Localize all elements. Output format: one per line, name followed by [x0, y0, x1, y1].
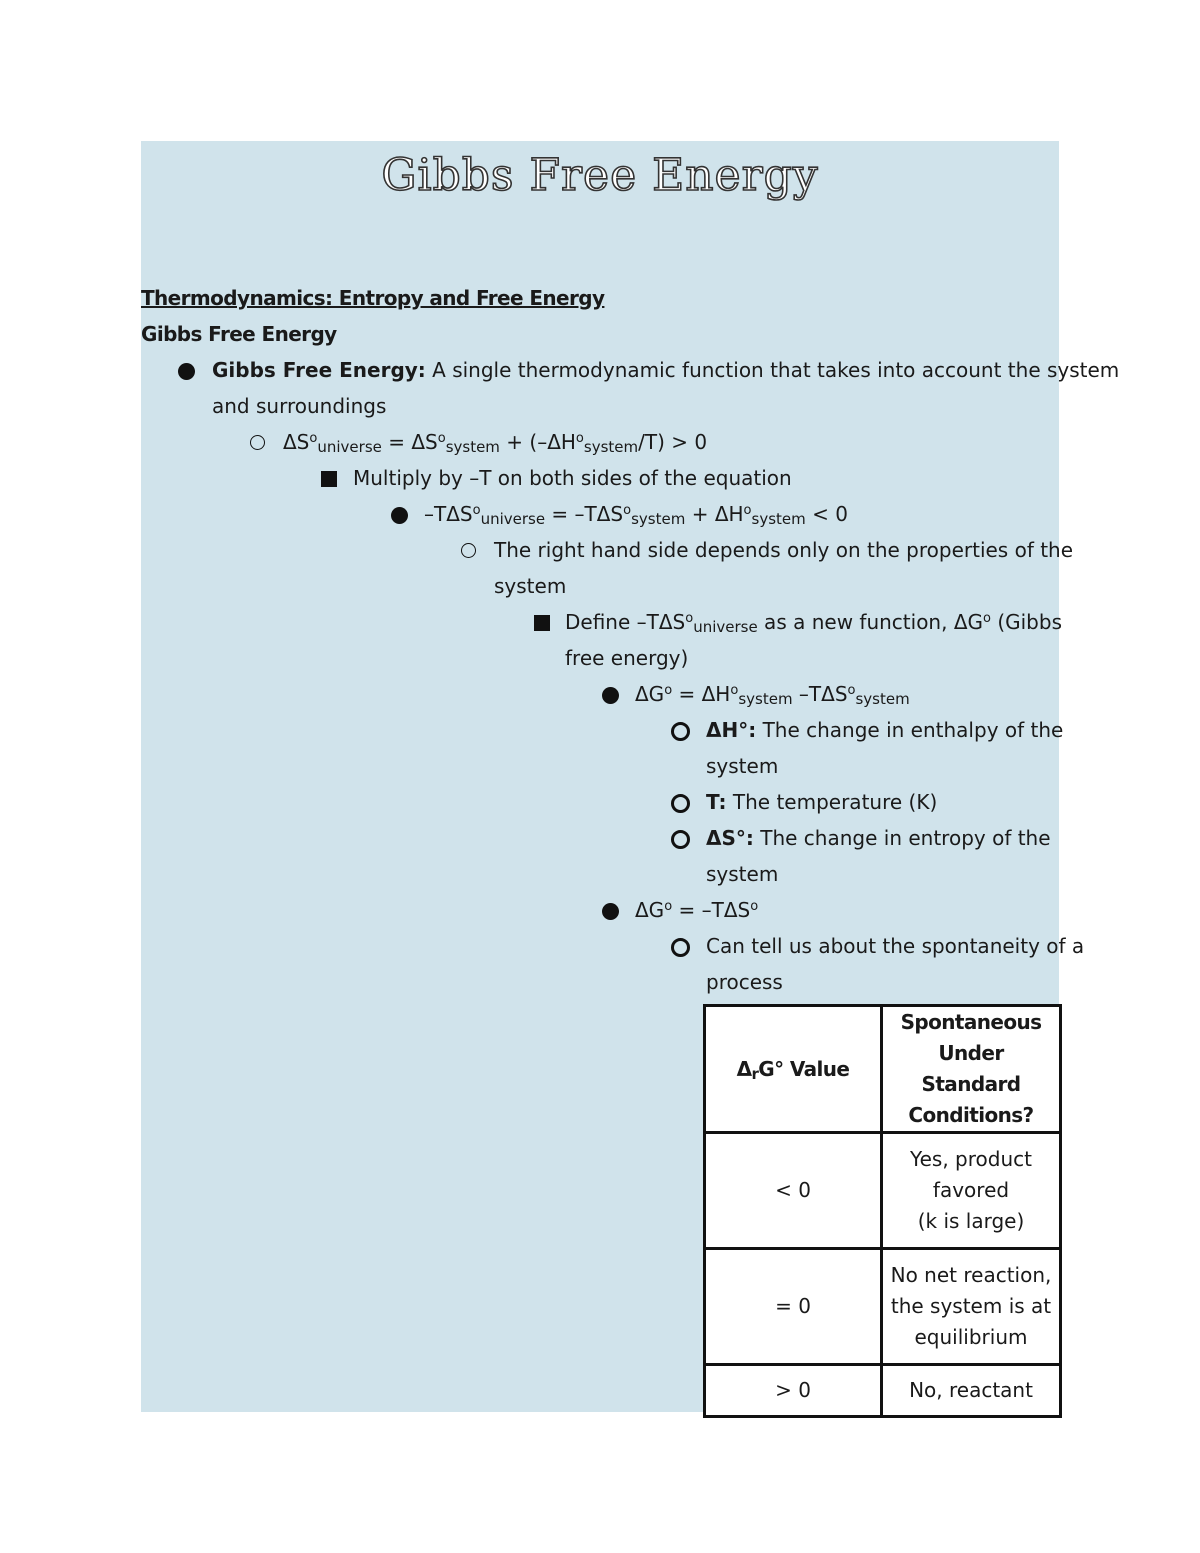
- outline-item-spontaneity: Can tell us about the spontaneity of a: [706, 934, 1085, 958]
- equation-entropy-universe: [283, 424, 707, 460]
- definition-text: The change in enthalpy of the: [756, 718, 1064, 742]
- eq-part: = –TΔS: [545, 502, 624, 526]
- eq-part: as a new function, ΔG: [757, 610, 983, 634]
- eq-part: + ΔH: [685, 502, 744, 526]
- table-cell-value: > 0: [705, 1365, 882, 1417]
- table-cell-answer: [882, 1133, 1061, 1249]
- header-sub: r: [751, 1064, 759, 1083]
- eq-part: –TΔS: [424, 502, 473, 526]
- cell-line: No, reactant: [909, 1378, 1033, 1402]
- bullet-circle-icon: [671, 830, 690, 849]
- definition-continuation: and surroundings: [212, 394, 387, 418]
- bullet-circle-icon: [250, 435, 265, 450]
- header-line: Under Standard: [921, 1041, 1021, 1096]
- bullet-disc-icon: [602, 903, 619, 920]
- outline-item-continuation: system: [706, 862, 779, 886]
- table-cell-value: < 0: [705, 1133, 882, 1249]
- eq-sup: o: [847, 683, 856, 698]
- eq-sup: o: [664, 899, 673, 914]
- cell-line: favored: [932, 1178, 1010, 1202]
- eq-sup: o: [623, 503, 632, 518]
- eq-sup: o: [309, 431, 318, 446]
- table-cell-answer: [882, 1249, 1061, 1365]
- eq-part: ΔG: [635, 682, 665, 706]
- cell-line: the system is at: [890, 1294, 1052, 1318]
- table-cell-value: = 0: [705, 1249, 882, 1365]
- bullet-circle-icon: [671, 938, 690, 957]
- outline-item-continuation: system: [706, 754, 779, 778]
- equation-gibbs: [635, 676, 910, 712]
- table-row: [705, 1249, 1061, 1365]
- eq-sup: o: [743, 503, 752, 518]
- bullet-disc-icon: [602, 687, 619, 704]
- table-header-cell: [705, 1006, 882, 1133]
- eq-sup: o: [983, 611, 991, 626]
- outline-item-gibbs-definition: [212, 352, 1119, 388]
- eq-part: ΔS: [283, 430, 310, 454]
- outline-item-right-hand-side: The right hand side depends only on the properties of the: [494, 538, 1074, 562]
- document-title: Gibbs Free Energy: [381, 150, 819, 201]
- term-t: T:: [706, 790, 727, 814]
- bullet-circle-icon: [671, 794, 690, 813]
- term-delta-h: ΔH°:: [706, 718, 757, 742]
- outline-item-define-function: [565, 604, 1062, 640]
- term-gibbs-free-energy: Gibbs Free Energy:: [212, 358, 426, 382]
- outline-item-continuation: system: [494, 574, 567, 598]
- header-text: Δ: [736, 1056, 752, 1081]
- header-text: G° Value: [758, 1056, 850, 1081]
- definition-text: A single thermodynamic function that takes into account the system: [425, 358, 1120, 382]
- eq-sup: o: [472, 503, 481, 518]
- outline-item-continuation: process: [706, 970, 783, 994]
- definition-text: The temperature (K): [726, 790, 938, 814]
- eq-part: = –TΔS: [672, 898, 751, 922]
- eq-sub: system: [583, 438, 639, 456]
- outline-item-temperature: [706, 784, 937, 820]
- spontaneity-table: [703, 1004, 1062, 1418]
- eq-sup: o: [575, 431, 584, 446]
- bullet-square-icon: [534, 615, 550, 631]
- bullet-disc-icon: [178, 363, 195, 380]
- equation-gibbs-simplified: [635, 892, 758, 928]
- eq-sub: universe: [693, 618, 758, 636]
- table-row: [705, 1365, 1061, 1417]
- eq-sub: system: [738, 690, 793, 708]
- eq-part: = ΔS: [381, 430, 438, 454]
- eq-sup: o: [730, 683, 739, 698]
- bullet-square-icon: [321, 471, 337, 487]
- outline-item-delta-h: [706, 712, 1063, 748]
- cell-line: (k is large): [917, 1209, 1025, 1233]
- eq-part: Define –TΔS: [565, 610, 686, 634]
- bullet-circle-icon: [461, 543, 476, 558]
- table-row: [705, 1133, 1061, 1249]
- header-line: Conditions?: [908, 1103, 1034, 1127]
- bullet-disc-icon: [391, 507, 408, 524]
- table-header-row: [705, 1006, 1061, 1133]
- table-header-cell: [882, 1006, 1061, 1133]
- eq-sub: universe: [317, 438, 382, 456]
- eq-sub: system: [855, 690, 910, 708]
- eq-part: –TΔS: [792, 682, 848, 706]
- bullet-circle-icon: [671, 722, 690, 741]
- outline-item-continuation: free energy): [565, 646, 689, 670]
- header-line: Spontaneous: [900, 1010, 1042, 1034]
- eq-sub: system: [445, 438, 500, 456]
- eq-part: + (–ΔH: [499, 430, 576, 454]
- definition-text: The change in entropy of the: [753, 826, 1051, 850]
- eq-part: /T) > 0: [638, 430, 708, 454]
- eq-sub: universe: [480, 510, 546, 528]
- eq-part: ΔG: [635, 898, 665, 922]
- eq-sub: system: [631, 510, 686, 528]
- section-heading: Thermodynamics: Entropy and Free Energy: [141, 286, 605, 310]
- eq-sup: o: [664, 683, 673, 698]
- table-cell-answer: [882, 1365, 1061, 1417]
- eq-sup: o: [437, 431, 446, 446]
- equation-neg-t-delta-s: [424, 496, 848, 532]
- cell-line: No net reaction,: [890, 1263, 1052, 1287]
- eq-sup: o: [685, 611, 694, 626]
- cell-line: equilibrium: [914, 1325, 1028, 1349]
- term-delta-s: ΔS°:: [706, 826, 754, 850]
- eq-sup: o: [750, 899, 759, 914]
- outline-item-delta-s: [706, 820, 1051, 856]
- eq-part: < 0: [805, 502, 848, 526]
- cell-line: Yes, product: [910, 1147, 1032, 1171]
- eq-part: (Gibbs: [990, 610, 1062, 634]
- outline-item-multiply: Multiply by –T on both sides of the equation: [353, 466, 792, 490]
- subheading: Gibbs Free Energy: [141, 322, 337, 346]
- eq-part: = ΔH: [672, 682, 731, 706]
- eq-sub: system: [751, 510, 806, 528]
